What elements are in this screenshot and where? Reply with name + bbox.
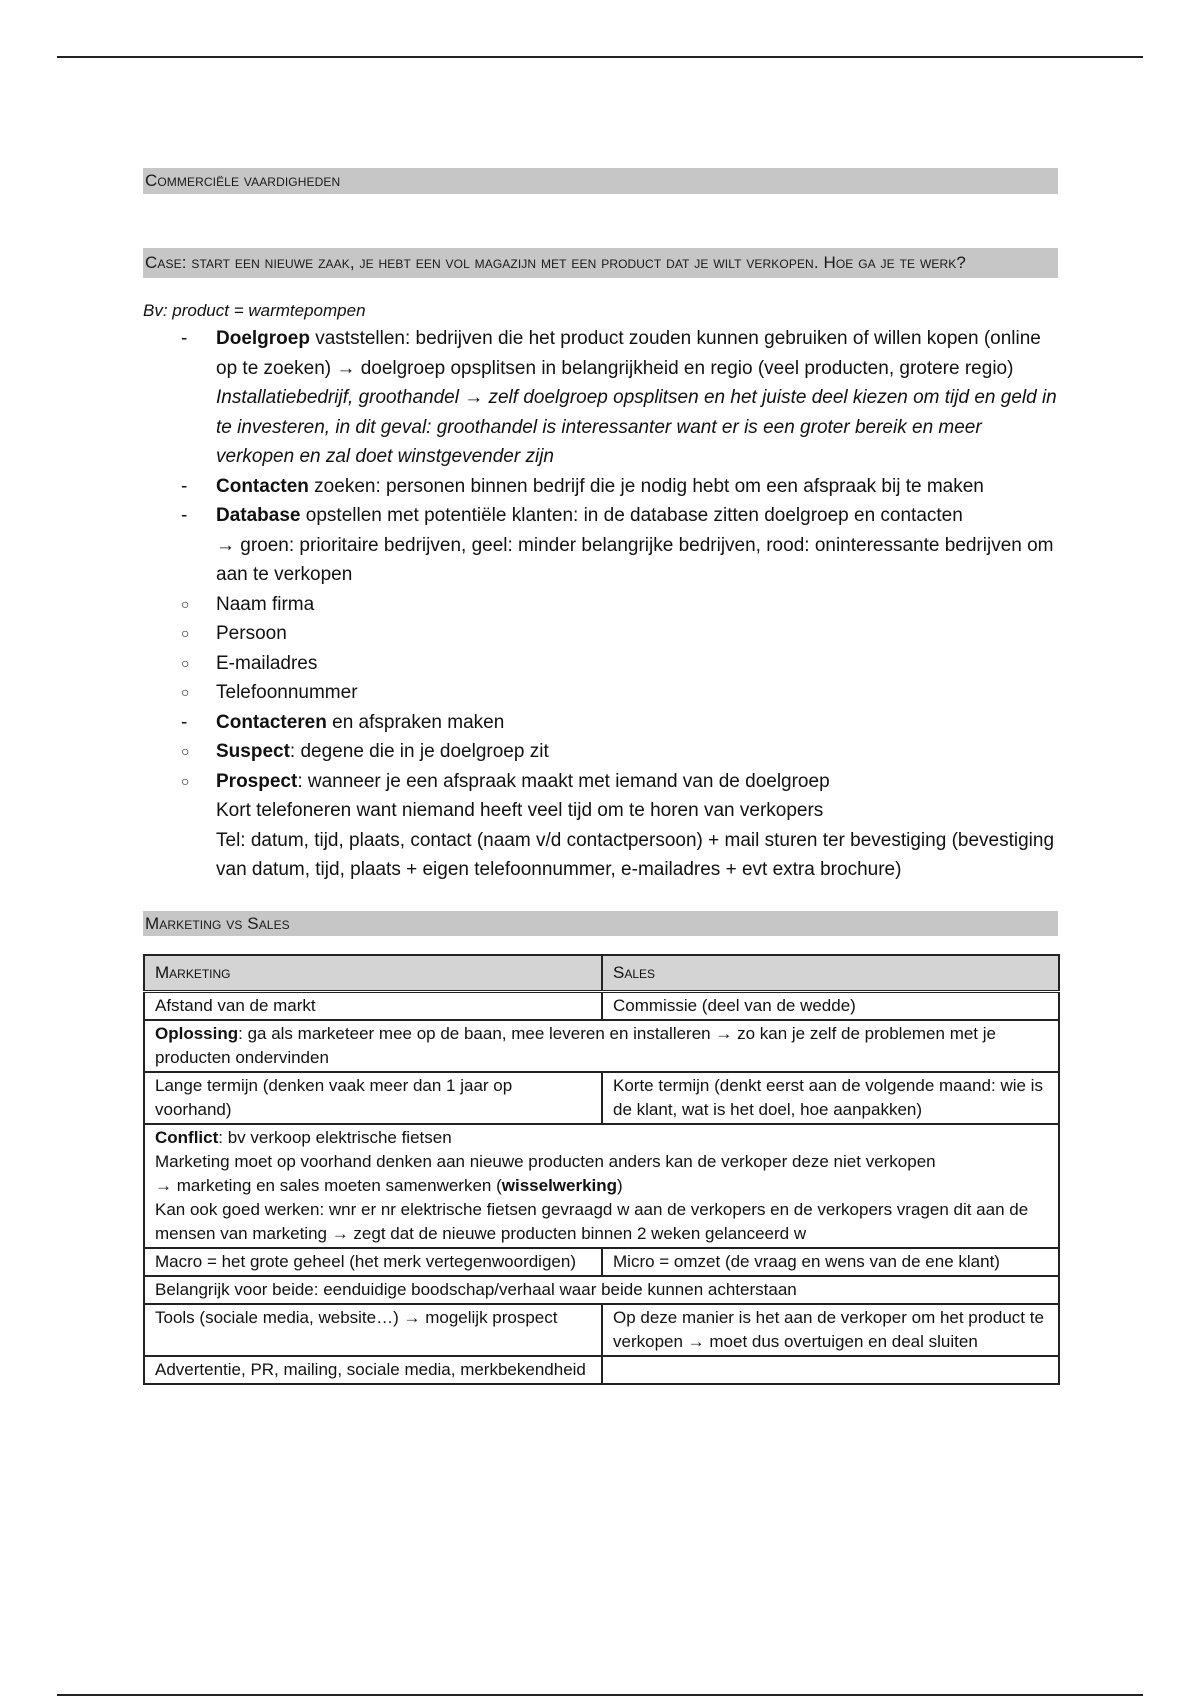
table-row	[144, 1124, 1059, 1248]
table-cell: Op deze manier is het aan de verkoper om het product te verkopen → moet dus overtuigen en deal sluiten	[602, 1304, 1059, 1356]
table-cell: Lange termijn (denken vaak meer dan 1 jaar op voorhand)	[144, 1072, 602, 1124]
cell-text: : bv verkoop elektrische fietsen	[218, 1127, 452, 1147]
footer-rule	[57, 1694, 1143, 1696]
document-body	[143, 168, 1058, 1385]
step-term: Contacten	[216, 475, 309, 497]
list-item: ○ Naam firma	[143, 590, 1058, 620]
header-sales: Sales	[602, 955, 1059, 992]
cell-term: Conflict	[155, 1127, 219, 1147]
table-cell: Belangrijk voor beide: eenduidige boodschap/verhaal waar beide kunnen achterstaan	[144, 1276, 1059, 1304]
step-extra: → groen: prioritaire bedrijven, geel: minder belangrijke bedrijven, rood: oninteressante bedrijven om aan te verkopen	[216, 534, 1054, 585]
table-cell-empty	[602, 1356, 1059, 1384]
table-cell: Afstand van de markt	[144, 991, 602, 1020]
list-item-contacten	[143, 472, 1058, 502]
table-header-row	[144, 955, 1059, 992]
table-cell: Korte termijn (denkt eerst aan de volgende maand: wie is de klant, wat is het doel, hoe aanpakken)	[602, 1072, 1059, 1124]
step-text: opstellen met potentiële klanten: in de database zitten doelgroep en contacten	[300, 505, 963, 526]
database-fields-list	[143, 590, 1058, 708]
list-item: ○ Persoon	[143, 619, 1058, 649]
table-cell-conflict	[144, 1124, 1059, 1248]
table-row	[144, 1072, 1059, 1124]
header-rule	[57, 56, 1143, 58]
table-row	[144, 991, 1059, 1020]
cell-text: Kan ook goed werken: wnr er nr elektrische fietsen gevraagd w aan de verkopers en de verkopers vragen dit aan de mensen van marketing → zegt dat de nieuwe producten binnen 2 weken gelanceerd w	[155, 1199, 1029, 1243]
table-row	[144, 1020, 1059, 1072]
table-cell: Advertentie, PR, mailing, sociale media, merkbekendheid	[144, 1356, 602, 1384]
step-italic-note: Installatiebedrijf, groothandel → zelf doelgroep opsplitsen en het juiste deel kiezen om tijd en geld in te investeren, in dit geval: groothandel is interessanter want er is een groter bereik en meer verkopen en zal doet winstgevender zijn	[216, 387, 1057, 467]
table-cell-oplossing	[144, 1020, 1059, 1072]
table-cell: Micro = omzet (de vraag en wens van de ene klant)	[602, 1248, 1059, 1276]
header-marketing: Marketing	[144, 955, 602, 992]
cell-term: wisselwerking	[501, 1175, 618, 1195]
table-row	[144, 1356, 1059, 1384]
table-row	[144, 1276, 1059, 1304]
cell-text: Marketing moet op voorhand denken aan nieuwe producten anders kan de verkoper deze niet verkopen	[155, 1151, 936, 1171]
list-item-prospect	[143, 767, 1058, 797]
list-item: ○ Telefoonnummer	[143, 678, 1058, 708]
sub-text: : wanneer je een afspraak maakt met iemand van de doelgroep	[297, 770, 830, 792]
step-term: Doelgroep	[216, 328, 310, 349]
table-cell: Commissie (deel van de wedde)	[602, 991, 1059, 1020]
list-item-suspect	[143, 737, 1058, 767]
cell-term: Oplossing	[155, 1023, 239, 1043]
phone-tip: Kort telefoneren want niemand heeft veel tijd om te horen van verkopers	[216, 800, 824, 821]
example-note: Bv: product = warmtepompen	[143, 301, 366, 320]
section-heading-marketing-vs-sales: Marketing vs Sales	[143, 911, 1058, 936]
sub-term: Prospect	[216, 770, 298, 792]
marketing-vs-sales-table	[143, 954, 1060, 1385]
phone-details: Tel: datum, tijd, plaats, contact (naam v/d contactpersoon) + mail sturen ter bevestiging (bevestiging van datum, tijd, plaats + eigen telefoonnummer, e-mailadres + evt extra brochure)	[216, 829, 1055, 880]
cell-text: → marketing en sales moeten samenwerken (	[155, 1175, 502, 1195]
table-cell: Macro = het grote geheel (het merk vertegenwoordigen)	[144, 1248, 602, 1276]
step-term: Database	[216, 505, 301, 526]
table-cell: Tools (sociale media, website…) → mogelijk prospect	[144, 1304, 602, 1356]
step-text: en afspraken maken	[326, 711, 505, 733]
section-heading-commercial-skills: Commerciële vaardigheden	[143, 168, 1058, 194]
step-term: Contacteren	[216, 711, 327, 733]
step-text: zoeken: personen binnen bedrijf die je nodig hebt om een afspraak bij te maken	[308, 475, 984, 497]
list-item-doelgroep	[143, 324, 1058, 472]
cell-text: : ga als marketeer mee op de baan, mee leveren en installeren → zo kan je zelf de problemen met je producten ondervinden	[155, 1023, 996, 1067]
sub-term: Suspect	[216, 741, 290, 762]
cell-text: )	[617, 1175, 623, 1195]
step-text: vaststellen: bedrijven die het product zouden kunnen gebruiken of willen kopen (online op te zoeken) → doelgroep opsplitsen in belangrijkheid en regio (veel producten, grotere regio)	[216, 328, 1041, 379]
contact-types-list	[143, 737, 1058, 796]
table-row	[144, 1304, 1059, 1356]
table-row	[144, 1248, 1059, 1276]
steps-list	[143, 324, 1058, 796]
case-heading: Case: start een nieuwe zaak, je hebt een vol magazijn met een product dat je wilt verkopen. Hoe ga je te werk?	[143, 248, 1058, 278]
list-item-contacteren	[143, 708, 1058, 797]
list-item-database	[143, 501, 1058, 708]
list-item: ○ E-mailadres	[143, 649, 1058, 679]
sub-text: : degene die in je doelgroep zit	[289, 741, 549, 762]
